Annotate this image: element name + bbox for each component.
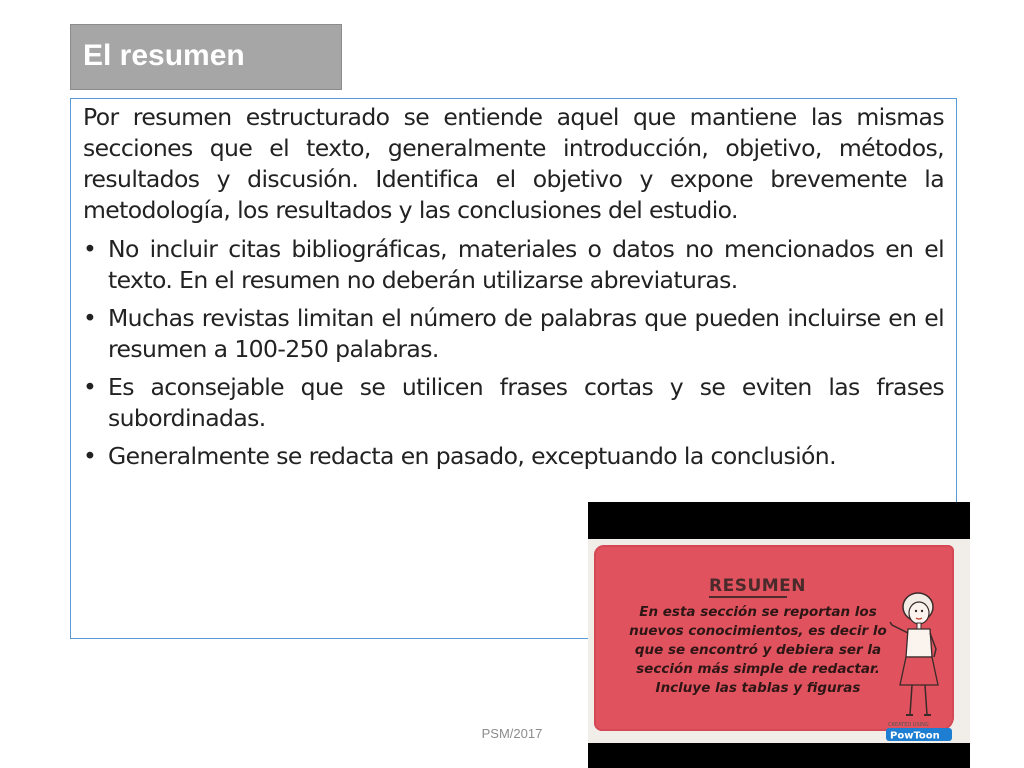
video-text-line: En esta sección se reportan los (639, 604, 877, 620)
bullet-list (83, 234, 944, 472)
slide-title: El resumen (83, 39, 245, 72)
video-text-line: Incluye las tablas y figuras (655, 680, 861, 696)
video-frame (588, 539, 970, 743)
embedded-video[interactable] (588, 502, 970, 768)
video-heading: RESUMEN (709, 576, 807, 596)
bullet-icon: • (83, 442, 97, 470)
video-text-line: que se encontró y debiera ser la (634, 642, 882, 658)
video-text-line: nuevos conocimientos, es decir lo (629, 623, 887, 639)
svg-text:CREATED USING: CREATED USING (888, 722, 929, 728)
list-item (83, 234, 944, 296)
slide-footer: PSM/2017 (481, 726, 543, 741)
list-item (83, 303, 944, 365)
slide-title-box (70, 24, 342, 90)
svg-text:PowToon: PowToon (890, 730, 940, 742)
bullet-icon: • (83, 304, 97, 332)
intro-paragraph: Por resumen estructurado se entiende aquel que mantiene las mismas secciones que el texto, generalmente introducción, objetivo, métodos, resultados y discusión. Identifica el objetivo y expone brevemente la metodología, los resultados y las conclusiones del estudio. (83, 103, 944, 224)
video-text-block (628, 603, 888, 698)
video-heading-underline (709, 596, 787, 598)
bullet-text: Es aconsejable que se utilicen frases cortas y se eviten las frases subordinadas. (108, 373, 944, 432)
list-item (83, 441, 944, 472)
bullet-icon: • (83, 235, 97, 263)
powtoon-logo (884, 719, 954, 743)
bullet-text: Muchas revistas limitan el número de palabras que pueden incluirse en el resumen a 100-250 palabras. (108, 304, 944, 363)
cartoon-woman-illustration (888, 587, 948, 727)
bullet-text: No incluir citas bibliográficas, materiales o datos no mencionados en el texto. En el resumen no deberán utilizarse abreviaturas. (108, 235, 944, 294)
list-item (83, 372, 944, 434)
bullet-icon: • (83, 373, 97, 401)
video-text-line: sección más simple de redactar. (636, 661, 880, 677)
bullet-text: Generalmente se redacta en pasado, exceptuando la conclusión. (108, 442, 836, 470)
content-text (83, 102, 944, 479)
